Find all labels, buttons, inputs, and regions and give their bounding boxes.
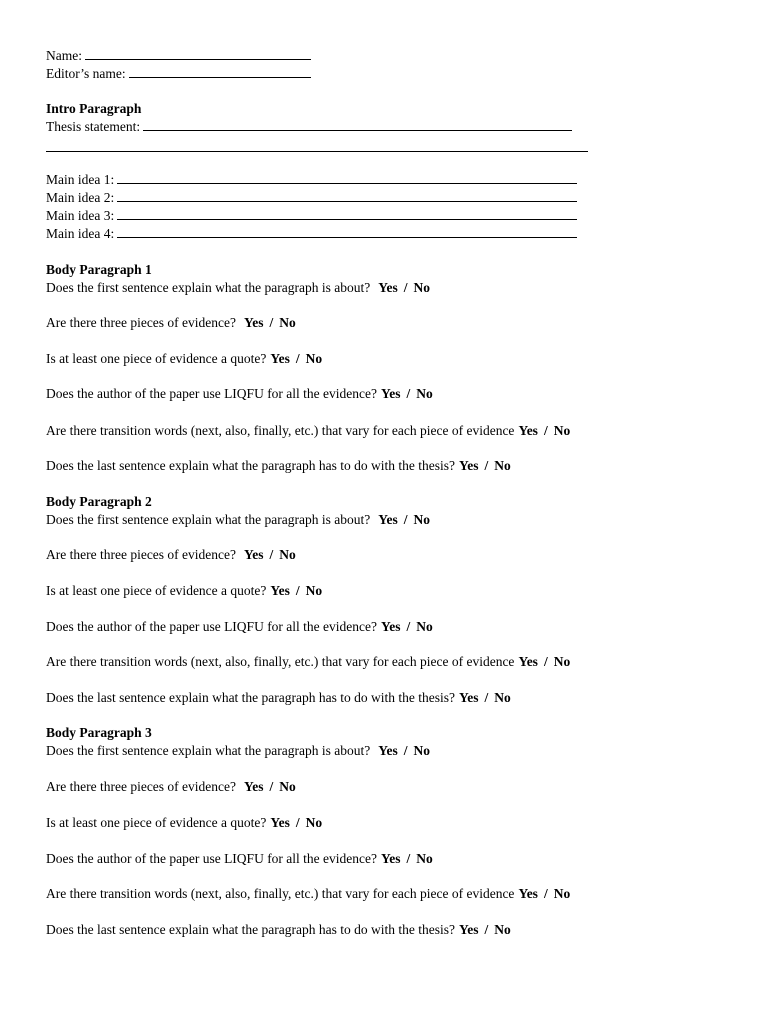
main-idea-blank[interactable] xyxy=(117,207,577,220)
question-row xyxy=(46,778,296,796)
question-text: Are there transition words (next, also, finally, etc.) that vary for each piece of evidence xyxy=(46,654,515,669)
yes-no-choice[interactable] xyxy=(518,886,570,901)
yes-no-choice[interactable] xyxy=(378,743,430,758)
question-text: Does the last sentence explain what the paragraph has to do with the thesis? xyxy=(46,922,456,937)
yes-option[interactable]: Yes xyxy=(244,779,264,794)
separator: / xyxy=(543,654,548,669)
question-row xyxy=(46,314,296,332)
question-text: Are there three pieces of evidence? xyxy=(46,779,237,794)
separator: / xyxy=(295,583,300,598)
yes-no-choice[interactable] xyxy=(518,654,570,669)
yes-no-choice[interactable] xyxy=(459,922,511,937)
question-row xyxy=(46,511,430,529)
yes-option[interactable]: Yes xyxy=(270,351,290,366)
no-option[interactable]: No xyxy=(416,619,433,634)
question-text: Does the first sentence explain what the paragraph is about? xyxy=(46,280,371,295)
separator: / xyxy=(406,386,411,401)
intro-heading: Intro Paragraph xyxy=(46,101,142,116)
editor-name-row xyxy=(46,65,311,83)
yes-no-choice[interactable] xyxy=(381,386,433,401)
no-option[interactable]: No xyxy=(553,886,571,901)
question-row xyxy=(46,742,430,760)
question-text: Is at least one piece of evidence a quote? xyxy=(46,351,267,366)
question-text: Does the first sentence explain what the paragraph is about? xyxy=(46,512,371,527)
no-option[interactable]: No xyxy=(305,815,323,830)
question-text: Does the author of the paper use LIQFU for all the evidence? xyxy=(46,851,378,866)
no-option[interactable]: No xyxy=(553,423,571,438)
question-row xyxy=(46,653,570,671)
thesis-row xyxy=(46,118,572,136)
yes-option[interactable]: Yes xyxy=(518,423,538,438)
question-text: Are there transition words (next, also, finally, etc.) that vary for each piece of evidence xyxy=(46,423,515,438)
no-option[interactable]: No xyxy=(279,315,296,330)
no-option[interactable]: No xyxy=(553,654,571,669)
thesis-label: Thesis statement: xyxy=(46,119,141,134)
question-text: Does the first sentence explain what the paragraph is about? xyxy=(46,743,371,758)
separator: / xyxy=(403,512,408,527)
separator: / xyxy=(295,351,300,366)
no-option[interactable]: No xyxy=(413,512,431,527)
main-idea-row xyxy=(46,207,577,225)
question-text: Does the last sentence explain what the paragraph has to do with the thesis? xyxy=(46,690,456,705)
question-text: Does the author of the paper use LIQFU for all the evidence? xyxy=(46,386,378,401)
separator: / xyxy=(406,619,411,634)
yes-no-choice[interactable] xyxy=(244,315,296,330)
editor-name-label: Editor’s name: xyxy=(46,66,126,81)
no-option[interactable]: No xyxy=(305,583,323,598)
yes-no-choice[interactable] xyxy=(270,583,322,598)
thesis-blank[interactable] xyxy=(143,118,572,131)
yes-no-choice[interactable] xyxy=(270,815,322,830)
editor-name-blank[interactable] xyxy=(129,65,311,78)
question-row xyxy=(46,582,322,600)
no-option[interactable]: No xyxy=(279,547,296,562)
yes-option[interactable]: Yes xyxy=(518,886,538,901)
yes-option[interactable]: Yes xyxy=(378,743,398,758)
main-idea-blank[interactable] xyxy=(117,171,577,184)
question-row xyxy=(46,457,511,475)
yes-option[interactable]: Yes xyxy=(381,619,401,634)
separator: / xyxy=(269,547,274,562)
question-row xyxy=(46,279,430,297)
question-row xyxy=(46,689,511,707)
yes-option[interactable]: Yes xyxy=(270,815,290,830)
name-row xyxy=(46,47,311,65)
question-row xyxy=(46,814,322,832)
yes-no-choice[interactable] xyxy=(244,547,296,562)
main-idea-blank[interactable] xyxy=(117,189,577,202)
yes-option[interactable]: Yes xyxy=(459,690,479,705)
main-idea-row xyxy=(46,171,577,189)
no-option[interactable]: No xyxy=(494,690,511,705)
main-idea-label: Main idea 1: xyxy=(46,172,115,187)
separator: / xyxy=(543,423,548,438)
separator: / xyxy=(484,458,489,473)
question-text: Does the author of the paper use LIQFU for all the evidence? xyxy=(46,619,378,634)
body-paragraph-heading: Body Paragraph 2 xyxy=(46,494,152,509)
name-blank[interactable] xyxy=(85,47,311,60)
main-idea-label: Main idea 3: xyxy=(46,208,115,223)
separator: / xyxy=(269,315,274,330)
main-idea-row xyxy=(46,225,577,243)
yes-no-choice[interactable] xyxy=(378,280,430,295)
question-text: Is at least one piece of evidence a quote? xyxy=(46,815,267,830)
yes-option[interactable]: Yes xyxy=(378,512,398,527)
no-option[interactable]: No xyxy=(279,779,296,794)
question-row xyxy=(46,422,570,440)
question-row xyxy=(46,850,433,868)
no-option[interactable]: No xyxy=(494,922,511,937)
thesis-continuation-blank[interactable] xyxy=(46,150,588,152)
separator: / xyxy=(269,779,274,794)
main-idea-label: Main idea 4: xyxy=(46,226,115,241)
yes-option[interactable]: Yes xyxy=(244,547,264,562)
yes-no-choice[interactable] xyxy=(244,779,296,794)
no-option[interactable]: No xyxy=(416,851,433,866)
yes-option[interactable]: Yes xyxy=(459,458,479,473)
yes-no-choice[interactable] xyxy=(459,458,511,473)
question-row xyxy=(46,385,433,403)
no-option[interactable]: No xyxy=(305,351,323,366)
yes-option[interactable]: Yes xyxy=(244,315,264,330)
no-option[interactable]: No xyxy=(494,458,511,473)
yes-no-choice[interactable] xyxy=(381,619,433,634)
body-paragraph-heading: Body Paragraph 1 xyxy=(46,262,152,277)
separator: / xyxy=(543,886,548,901)
main-idea-blank[interactable] xyxy=(117,225,577,238)
name-label: Name: xyxy=(46,48,82,63)
yes-option[interactable]: Yes xyxy=(459,922,479,937)
yes-option[interactable]: Yes xyxy=(381,386,401,401)
question-row xyxy=(46,885,570,903)
separator: / xyxy=(484,690,489,705)
question-text: Are there three pieces of evidence? xyxy=(46,315,237,330)
separator: / xyxy=(406,851,411,866)
yes-option[interactable]: Yes xyxy=(381,851,401,866)
yes-no-choice[interactable] xyxy=(378,512,430,527)
yes-no-choice[interactable] xyxy=(518,423,570,438)
question-text: Are there three pieces of evidence? xyxy=(46,547,237,562)
yes-no-choice[interactable] xyxy=(381,851,433,866)
question-row xyxy=(46,350,322,368)
main-idea-row xyxy=(46,189,577,207)
question-text: Are there transition words (next, also, finally, etc.) that vary for each piece of evidence xyxy=(46,886,515,901)
yes-option[interactable]: Yes xyxy=(270,583,290,598)
yes-no-choice[interactable] xyxy=(459,690,511,705)
no-option[interactable]: No xyxy=(416,386,433,401)
question-row xyxy=(46,921,511,939)
no-option[interactable]: No xyxy=(413,743,431,758)
separator: / xyxy=(295,815,300,830)
yes-option[interactable]: Yes xyxy=(378,280,398,295)
separator: / xyxy=(403,280,408,295)
question-row xyxy=(46,618,433,636)
question-text: Does the last sentence explain what the paragraph has to do with the thesis? xyxy=(46,458,456,473)
question-text: Is at least one piece of evidence a quote? xyxy=(46,583,267,598)
main-idea-label: Main idea 2: xyxy=(46,190,115,205)
question-row xyxy=(46,546,296,564)
yes-no-choice[interactable] xyxy=(270,351,322,366)
separator: / xyxy=(403,743,408,758)
separator: / xyxy=(484,922,489,937)
no-option[interactable]: No xyxy=(413,280,431,295)
yes-option[interactable]: Yes xyxy=(518,654,538,669)
body-paragraph-heading: Body Paragraph 3 xyxy=(46,725,152,740)
